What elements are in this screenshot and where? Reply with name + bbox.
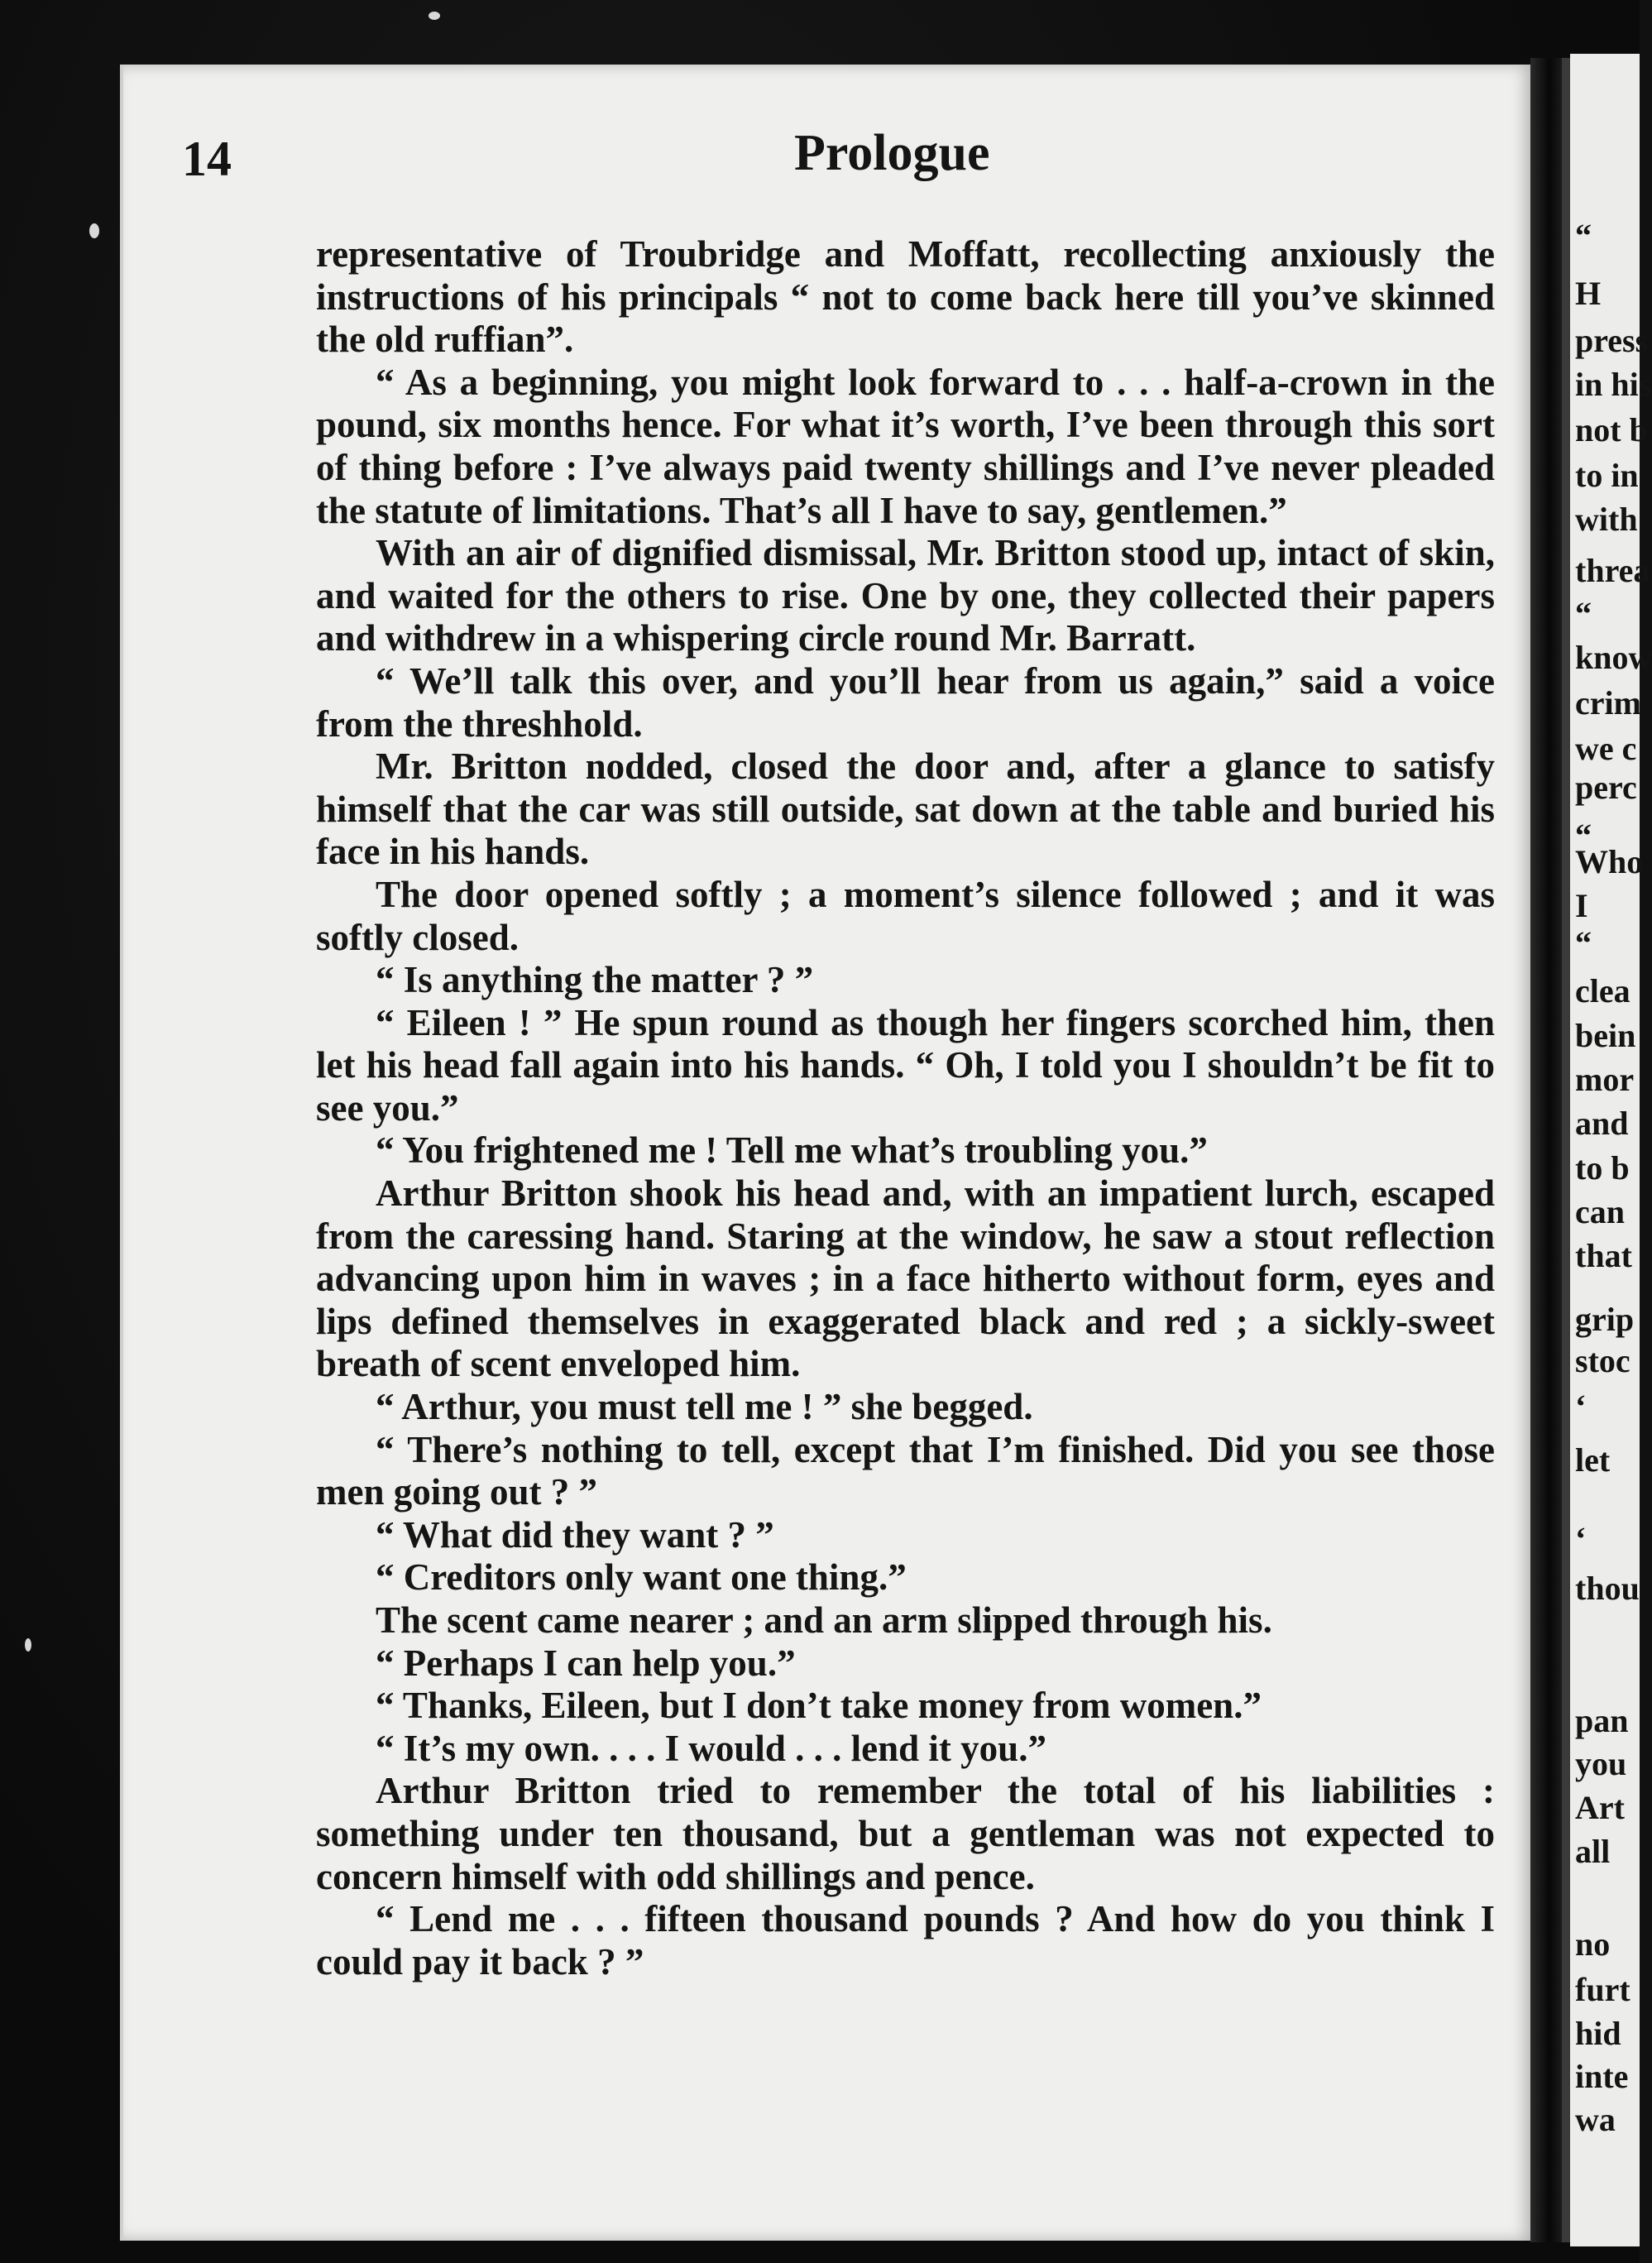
paragraph: “ As a beginning, you might look forward to . . . half-a-crown in the pound, six months hence. For what it’s worth, I’ve been through this sort of thing before : I’ve always paid twenty shillings and I’ve never pleaded the statute of limitations. That’s all I have to say, gentlemen.” xyxy=(316,361,1495,531)
paragraph: “ It’s my own. . . . I would . . . lend it you.” xyxy=(376,1727,1046,1769)
book-spine xyxy=(1562,58,1570,2242)
facing-page-fragment: “ xyxy=(1575,595,1592,632)
facing-page-fragment: thou xyxy=(1575,1570,1640,1607)
facing-page-fragment: stoc xyxy=(1575,1342,1630,1379)
facing-page-fragment: grip xyxy=(1575,1301,1635,1338)
facing-page-fragment: Who xyxy=(1575,843,1644,880)
facing-page-fragment: not b xyxy=(1575,411,1648,448)
facing-page-fragment: I xyxy=(1575,887,1588,924)
facing-page-fragment: “ xyxy=(1575,924,1592,961)
paragraph: “ Eileen ! ” He spun round as though her fingers scorched him, then let his head fall again into his hands. “ Oh, I told you I shouldn’t be fit to see you.” xyxy=(316,1001,1495,1129)
paragraph: “ There’s nothing to tell, except that I’m finished. Did you see those men going out ? ” xyxy=(316,1428,1495,1513)
facing-page-fragment: perc xyxy=(1575,769,1637,806)
paragraph: Mr. Britton nodded, closed the door and, after a glance to satisfy himself that the car was still outside, sat down at the table and buried his face in his hands. xyxy=(316,746,1495,873)
paragraph: “ We’ll talk this over, and you’ll hear from us again,” said a voice from the threshhold. xyxy=(316,659,1495,745)
running-title: Prologue xyxy=(794,125,990,181)
paragraph: “ Perhaps I can help you.” xyxy=(376,1642,796,1684)
facing-page-fragment: press xyxy=(1575,322,1649,359)
facing-page-fragment: bein xyxy=(1575,1017,1636,1054)
facing-page-fragment: wa xyxy=(1575,2101,1616,2138)
facing-page-fragment: clea xyxy=(1575,972,1630,1009)
facing-page-fragment: in his xyxy=(1575,366,1652,403)
facing-page-fragment: crim xyxy=(1575,684,1641,722)
dust-speck xyxy=(429,12,440,20)
facing-page-fragment: furt xyxy=(1575,1971,1630,2008)
facing-page-fragment: to in xyxy=(1575,457,1639,494)
dust-speck xyxy=(89,223,99,238)
paragraph: “ Thanks, Eileen, but I don’t take money from women.” xyxy=(376,1685,1262,1727)
paragraph: “ You frightened me ! Tell me what’s troubling you.” xyxy=(376,1129,1208,1172)
facing-page-fragment: and xyxy=(1575,1105,1629,1142)
facing-page-fragment: ‘ xyxy=(1575,1388,1587,1425)
facing-page-fragment: with xyxy=(1575,501,1638,538)
book-gutter xyxy=(1530,58,1562,2242)
facing-page-fragment: “ xyxy=(1575,217,1592,254)
facing-page-fragment: ‘ xyxy=(1575,1520,1587,1557)
facing-page-fragment: let xyxy=(1575,1441,1611,1479)
facing-page-fragment: to b xyxy=(1575,1149,1630,1187)
facing-page-fragment: all xyxy=(1575,1833,1611,1870)
body-text xyxy=(316,233,1495,1983)
dust-speck xyxy=(25,1638,31,1652)
facing-page-fragment: “ xyxy=(1575,817,1592,854)
paragraph: Arthur Britton tried to remember the total of his liabilities : something under ten thousand, but a gentleman was not expected to concern himself with odd shillings and pence. xyxy=(316,1770,1495,1897)
paragraph: The door opened softly ; a moment’s silence followed ; and it was softly closed. xyxy=(316,873,1495,958)
paragraph: The scent came nearer ; and an arm slipped through his. xyxy=(376,1599,1272,1641)
paragraph: Arthur Britton shook his head and, with an impatient lurch, escaped from the caressing hand. Staring at the window, he saw a stout reflection advancing upon him in waves ; in a face hitherto without form, eyes and lips defined themselves in exaggerated black and red ; a sickly-sweet breath of scent enveloped him. xyxy=(316,1172,1495,1385)
facing-page-fragment: that xyxy=(1575,1237,1632,1274)
paragraph: “ Creditors only want one thing.” xyxy=(376,1556,907,1599)
paragraph: With an air of dignified dismissal, Mr. Britton stood up, intact of skin, and waited for the others to rise. One by one, they collected their papers and withdrew in a whispering circle round Mr. Barratt. xyxy=(316,532,1495,659)
facing-page-fragment: you xyxy=(1575,1745,1627,1782)
facing-page xyxy=(1570,54,1652,2246)
facing-page-fragment: pan xyxy=(1575,1702,1629,1739)
paragraph: “ Is anything the matter ? ” xyxy=(376,959,814,1001)
page-number: 14 xyxy=(182,132,232,186)
facing-page-fragment: can xyxy=(1575,1193,1625,1230)
facing-page-fragment: mor xyxy=(1575,1061,1635,1098)
facing-page-fragment: inte xyxy=(1575,2058,1629,2095)
facing-page-fragment: Art xyxy=(1575,1789,1625,1826)
facing-page-fragment: H xyxy=(1575,275,1602,312)
paragraph: “ Arthur, you must tell me ! ” she begged. xyxy=(376,1386,1033,1428)
paragraph: “ What did they want ? ” xyxy=(376,1513,774,1556)
paragraph: representative of Troubridge and Moffatt, recollecting anxiously the instructions of his principals “ not to come back here till you’ve skinned the old ruffian”. xyxy=(316,233,1495,361)
facing-page-fragment: no xyxy=(1575,1925,1611,1963)
facing-page-fragment: we c xyxy=(1575,730,1637,767)
facing-page-fragment: know xyxy=(1575,639,1652,676)
facing-page-fragment: hid xyxy=(1575,2015,1621,2052)
paragraph: “ Lend me . . . fifteen thousand pounds ? And how do you think I could pay it back ? ” xyxy=(316,1898,1495,1983)
facing-page-fragment: threa xyxy=(1575,552,1650,589)
